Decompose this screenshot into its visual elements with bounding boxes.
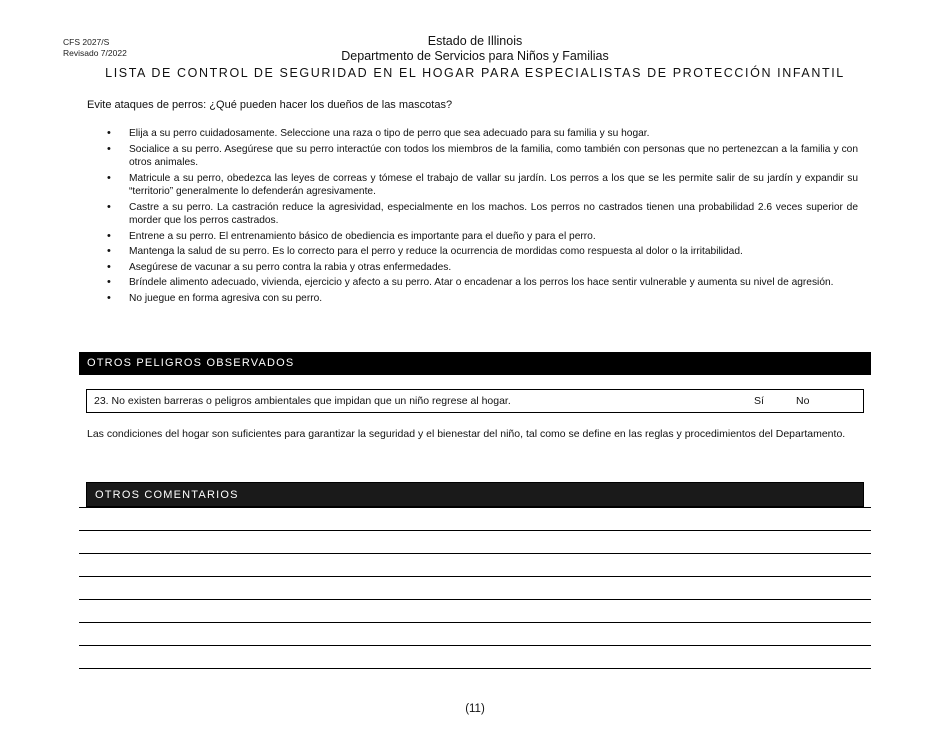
comment-line[interactable]: [79, 530, 871, 531]
yes-option[interactable]: Sí: [754, 395, 764, 407]
form-code: CFS 2027/S: [63, 37, 110, 47]
list-item-text: Castre a su perro. La castración reduce la agresividad, especialmente en los machos. Los perros no castrados tienen una probabilidad 2.6 veces superior de morder que los perros castrados.: [129, 201, 858, 226]
list-item-text: Entrene a su perro. El entrenamiento básico de obediencia es importante para el dueño y para el perro.: [129, 230, 596, 242]
list-item-text: Elija a su perro cuidadosamente. Seleccione una raza o tipo de perro que sea adecuado para su familia y su hogar.: [129, 128, 650, 139]
page-title: LISTA DE CONTROL DE SEGURIDAD EN EL HOGAR PARA ESPECIALISTAS DE PROTECCIÓN INFANTIL: [105, 66, 845, 80]
state-name: Estado de Illinois: [427, 34, 523, 48]
page-number: (11): [465, 703, 485, 715]
list-item-text: No juegue en forma agresiva con su perro.: [129, 292, 323, 304]
other-hazards-heading: OTROS PELIGROS OBSERVADOS: [79, 352, 871, 375]
bullet-icon: •: [107, 276, 111, 288]
other-comments-heading: OTROS COMENTARIOS: [86, 482, 864, 507]
list-item-text: Bríndele alimento adecuado, vivienda, ejercicio y afecto a su perro. Atar o encadenar a los perros los hace sentir vulnerable y aumenta su nivel de agresión.: [129, 277, 834, 288]
list-item: [107, 245, 858, 259]
bullet-icon: •: [107, 200, 111, 213]
list-item-text: Matricule a su perro, obedezca las leyes de correas y tómese el trabajo de vallar su jardín. Los perros a los que se les permite salir de su jardín y expandir su “territorio” generalmente lo defenderán agresivamente.: [129, 172, 858, 197]
question-23-row: [86, 389, 864, 413]
list-item: [107, 261, 858, 275]
comment-line[interactable]: [79, 507, 871, 508]
conditions-statement: Las condiciones del hogar son suficientes para garantizar la seguridad y el bienestar del niño, tal como se define en las reglas y procedimientos del Departamento.: [87, 428, 846, 440]
list-item-text: Mantenga la salud de su perro. Es lo correcto para el perro y reduce la ocurrencia de mordidas como respuesta al dolor o la irritabilidad.: [129, 246, 743, 257]
list-item: [107, 143, 858, 170]
comment-line[interactable]: [79, 622, 871, 623]
list-item: [107, 127, 858, 141]
page-header: [0, 34, 950, 81]
form-revision: Revisado 7/2022: [63, 48, 127, 58]
no-option[interactable]: No: [796, 395, 810, 407]
comment-line[interactable]: [79, 553, 871, 554]
bullet-icon: •: [107, 291, 111, 304]
list-item: [107, 230, 858, 244]
dog-tips-list: [107, 127, 858, 307]
list-item-text: Socialice a su perro. Asegúrese que su perro interactúe con todos los miembros de la familia, como también con personas que no pertenezcan a la familia y con otros animales.: [129, 143, 858, 168]
list-item: [107, 292, 858, 306]
bullet-icon: •: [107, 171, 111, 184]
department-name: Departmento de Servicios para Niños y Familias: [341, 49, 609, 63]
comment-line[interactable]: [79, 599, 871, 600]
question-23-text: 23. No existen barreras o peligros ambientales que impidan que un niño regrese al hogar.: [94, 395, 511, 407]
dog-tips-intro: Evite ataques de perros: ¿Qué pueden hacer los dueños de las mascotas?: [87, 99, 453, 111]
bullet-icon: •: [107, 245, 111, 257]
list-item-text: Asegúrese de vacunar a su perro contra la rabia y otras enfermedades.: [129, 261, 452, 273]
bullet-icon: •: [107, 142, 111, 155]
list-item: [107, 201, 858, 228]
comment-line[interactable]: [79, 576, 871, 577]
bullet-icon: •: [107, 260, 111, 273]
list-item: [107, 172, 858, 199]
list-item: [107, 276, 858, 290]
comment-line[interactable]: [79, 668, 871, 669]
comment-line[interactable]: [79, 645, 871, 646]
bullet-icon: •: [107, 127, 111, 139]
bullet-icon: •: [107, 229, 111, 242]
